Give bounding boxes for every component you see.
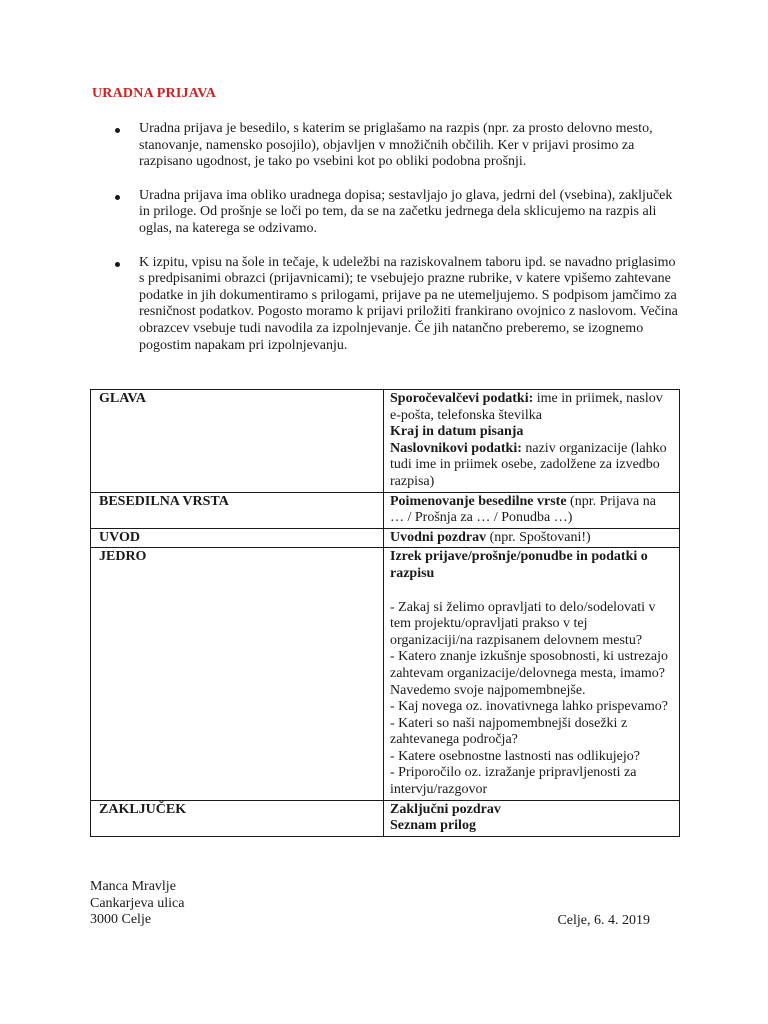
attachments-list: Seznam prilog	[390, 818, 476, 834]
sender-city: 3000 Celje	[90, 912, 152, 928]
table-row	[91, 492, 680, 528]
bullet-text: Uradna prijava je besedilo, s katerim se priglašamo na razpis (npr. za prosto delovno mesto, stanovanje, namensko posojilo), objavljen v množičnih občilih. Ker v prijavi prosimo za razpisano ugodnost, je tako po vsebini kot po obliki podobna prošnji.	[139, 121, 653, 170]
sender-name: Manca Mravlje	[90, 879, 176, 894]
bullet-dot-icon	[115, 128, 120, 133]
row-content	[384, 390, 680, 493]
bullet-item	[92, 188, 682, 238]
row-content	[384, 800, 680, 836]
table-row	[91, 548, 680, 800]
row-content	[384, 548, 680, 800]
bullet-item	[92, 255, 682, 355]
bullet-dot-icon	[115, 195, 120, 200]
intro-bullet-list	[92, 121, 682, 371]
table-row	[91, 800, 680, 836]
jedro-item: - Katero znanje izkušnje sposobnosti, ki ustrezajo zahtevam organizacije/delovnega mesta, imamo? Navedemo svoje najpomembnejše.	[390, 649, 668, 698]
sender-data: Sporočevalčevi podatki: ime in priimek, naslov e-pošta, telefonska številka	[390, 391, 663, 423]
jedro-heading: Izrek prijave/prošnje/ponudbe in podatki o razpisu	[390, 549, 648, 581]
jedro-item: - Kaj novega oz. inovativnega lahko prispevamo?	[390, 699, 668, 715]
bullet-text: Uradna prijava ima obliko uradnega dopisa; sestavljajo jo glava, jedrni del (vsebina), zaključek in priloge. Od prošnje se loči po tem, da se na začetku jedrnega dela sklicujemo na razpis ali oglas, na katerega se odzivamo.	[139, 187, 673, 236]
row-label: GLAVA	[91, 390, 384, 493]
document-title: URADNA PRIJAVA	[92, 86, 217, 101]
place-date: Kraj in datum pisanja	[390, 424, 524, 440]
table-row	[91, 528, 680, 548]
bullet-dot-icon	[115, 262, 120, 267]
jedro-item: - Zakaj si želimo opravljati to delo/sodelovati v tem projektu/opravljati prakso v tej organizaciji/na razpisanem delovnem mestu?	[390, 599, 656, 648]
row-content: Uvodni pozdrav (npr. Spoštovani!)	[384, 528, 680, 548]
sender-street: Cankarjeva ulica	[90, 895, 185, 911]
row-label: ZAKLJUČEK	[91, 800, 384, 836]
sender-footer	[90, 879, 650, 929]
row-content: Poimenovanje besedilne vrste (npr. Prijava na … / Prošnja za … / Ponudba …)	[384, 492, 680, 528]
table-row	[91, 390, 680, 493]
place-date-line: Celje, 6. 4. 2019	[557, 913, 650, 928]
row-label: BESEDILNA VRSTA	[91, 492, 384, 528]
jedro-item: - Priporočilo oz. izražanje pripravljenosti za intervju/razgovor	[390, 765, 637, 798]
bullet-item	[92, 121, 682, 171]
closing-greeting: Zaključni pozdrav	[390, 801, 501, 817]
structure-table	[90, 389, 680, 837]
bullet-text: K izpitu, vpisu na šole in tečaje, k udeležbi na raziskovalnem taboru ipd. se navadno priglasimo s predpisanimi obrazci (prijavnicami); te vsebujejo prazne rubrike, v katere vpišemo zahtevane podatke in jih dokumentiramo s prilogami, prijave pa ne utemeljujemo. S podpisom jamčimo za resničnost podatkov. Pogosto moramo k prijavi priložiti frankirano ovojnico z naslovom. Večina obrazcev vsebuje tudi navodila za izpolnjevanje. Če jih natančno preberemo, se izognemo pogostim napakam pri izpolnjevanju.	[139, 254, 678, 353]
recipient-data: Naslovnikovi podatki: naziv organizacije (lahko tudi ime in priimek osebe, zadolžene za izvedbo razpisa)	[390, 440, 667, 489]
row-label: UVOD	[91, 528, 384, 548]
row-label: JEDRO	[91, 548, 384, 800]
jedro-item: - Katere osebnostne lastnosti nas odlikujejo?	[390, 748, 640, 764]
jedro-item: - Kateri so naši najpomembnejši dosežki z zahtevanega področja?	[390, 715, 628, 748]
